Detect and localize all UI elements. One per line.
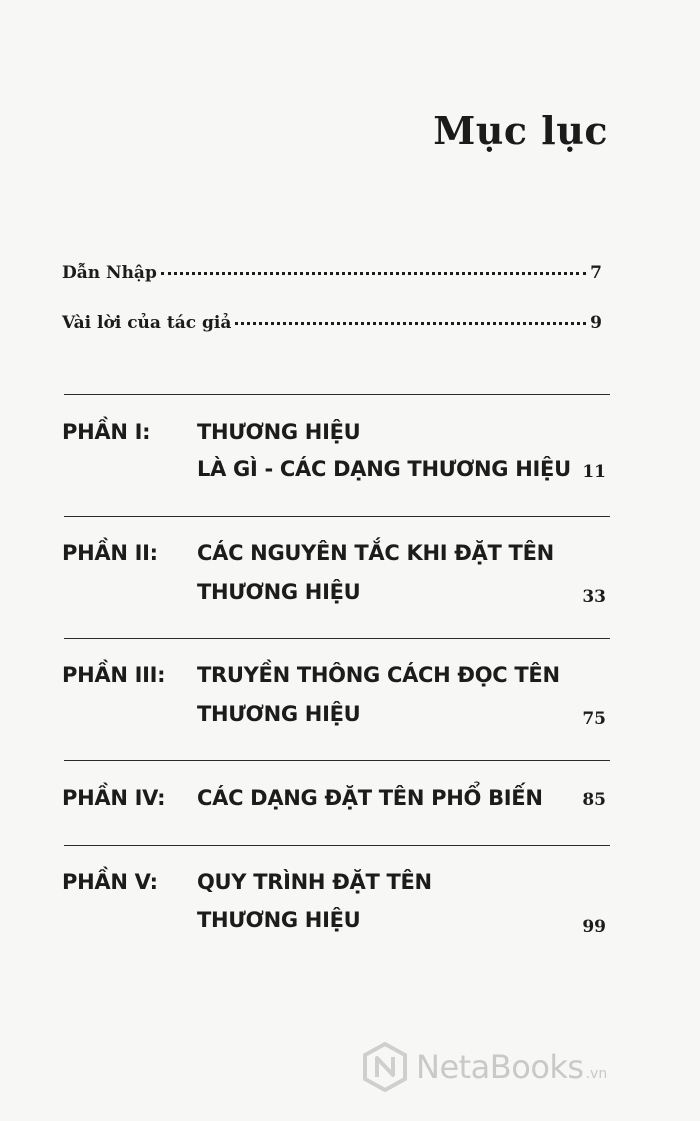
toc-entry-page: 9 (590, 313, 602, 333)
section-divider (64, 516, 610, 517)
part-title-line: CÁC NGUYÊN TẮC KHI ĐẶT TÊN (197, 541, 554, 565)
section-divider (64, 638, 610, 639)
part-page-number: 33 (582, 587, 606, 607)
dot-leader (235, 322, 586, 325)
part-title-line: THƯƠNG HIỆU (197, 580, 361, 604)
watermark (362, 1042, 607, 1092)
toc-entry-label: Dẫn Nhập (62, 263, 157, 283)
part-page-number: 85 (582, 790, 606, 810)
part-page-number: 11 (582, 462, 606, 482)
part-page-number: 99 (582, 917, 606, 937)
section-divider (64, 845, 610, 846)
toc-entry-author-note[interactable] (62, 313, 602, 333)
part-title-line: CÁC DẠNG ĐẶT TÊN PHỔ BIẾN (197, 786, 543, 810)
part-page-number: 75 (582, 709, 606, 729)
part-title-line: TRUYỀN THÔNG CÁCH ĐỌC TÊN (197, 663, 560, 687)
part-title-line: THƯƠNG HIỆU (197, 908, 361, 932)
part-title-line: QUY TRÌNH ĐẶT TÊN (197, 870, 432, 894)
part-label: PHẦN IV: (62, 786, 166, 810)
watermark-brand: NetaBooks (416, 1048, 584, 1086)
part-label: PHẦN II: (62, 541, 158, 565)
section-divider (64, 394, 610, 395)
dot-leader (161, 272, 586, 275)
part-label: PHẦN III: (62, 663, 166, 687)
part-title-line: THƯƠNG HIỆU (197, 420, 361, 444)
toc-entry-intro[interactable] (62, 263, 602, 283)
toc-entry-page: 7 (590, 263, 602, 283)
part-label: PHẦN I: (62, 420, 151, 444)
part-label: PHẦN V: (62, 870, 158, 894)
watermark-suffix: .vn (585, 1066, 608, 1082)
n-hexagon-logo-icon (362, 1042, 408, 1092)
part-title-line: THƯƠNG HIỆU (197, 702, 361, 726)
section-divider (64, 760, 610, 761)
toc-entry-label: Vài lời của tác giả (62, 313, 232, 333)
part-title-line: LÀ GÌ - CÁC DẠNG THƯƠNG HIỆU (197, 457, 571, 481)
page-title: Mục lục (433, 108, 608, 153)
